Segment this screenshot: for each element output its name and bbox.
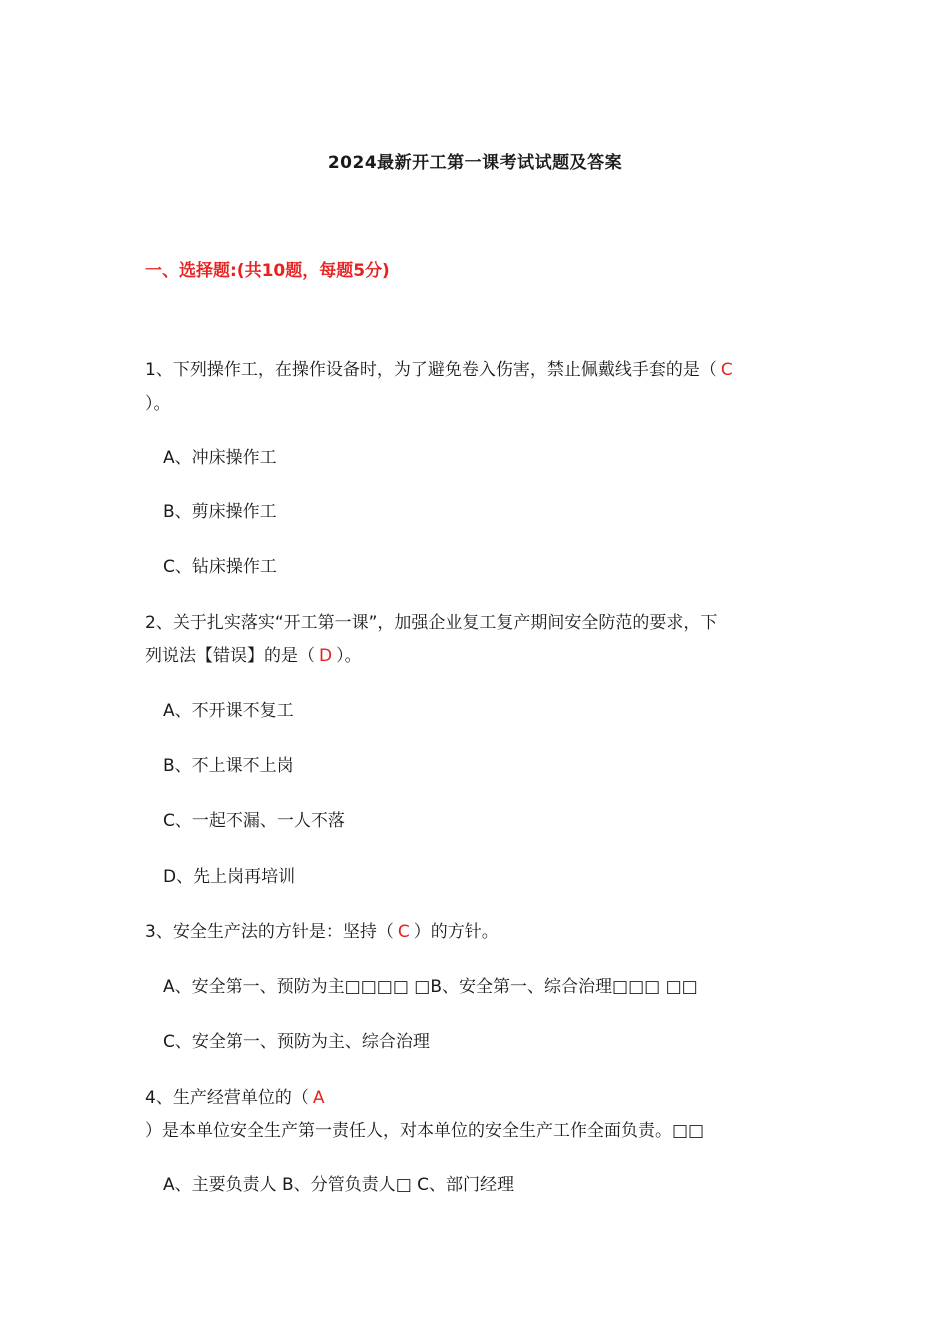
question-2-stem bbox=[145, 645, 362, 667]
question-4-stem-line2: ）是本单位安全生产第一责任人，对本单位的安全生产工作全面负责。□□ bbox=[145, 1121, 705, 1141]
question-3-text: 3、安全生产法的方针是：坚持（ bbox=[145, 922, 394, 942]
question-4-options: A、主要负责人 B、分管负责人□ C、部门经理 bbox=[163, 1175, 515, 1195]
question-4-answer: A bbox=[312, 1088, 325, 1108]
question-1-stem-end: ）。 bbox=[145, 394, 171, 414]
question-3-stem bbox=[145, 921, 499, 943]
question-2-text-end: ）。 bbox=[336, 646, 362, 666]
question-4-text: 4、生产经营单位的（ bbox=[145, 1088, 309, 1108]
question-1-text: 1、下列操作工，在操作设备时，为了避免卷入伤害，禁止佩戴线手套的是（ bbox=[145, 360, 717, 380]
question-2-option-c: C、一起不漏、一人不落 bbox=[163, 811, 345, 831]
document-title: 2024最新开工第一课考试试题及答案 bbox=[327, 153, 623, 173]
question-2-option-b: B、不上课不上岗 bbox=[163, 756, 294, 776]
question-1-option-b: B、剪床操作工 bbox=[163, 502, 277, 522]
question-3-answer: C bbox=[397, 922, 410, 942]
question-3-option-ab: A、安全第一、预防为主□□□□ □B、安全第一、综合治理□□□ □□ bbox=[163, 977, 698, 997]
question-2-option-d: D、先上岗再培训 bbox=[163, 867, 296, 887]
question-2-answer: D bbox=[319, 646, 333, 666]
question-1-answer: C bbox=[720, 360, 733, 380]
question-2-option-a: A、不开课不复工 bbox=[163, 701, 294, 721]
question-2-text: 列说法【错误】的是（ bbox=[145, 646, 315, 666]
question-1-stem bbox=[145, 359, 737, 381]
question-4-stem bbox=[145, 1087, 328, 1109]
question-3-option-c: C、安全第一、预防为主、综合治理 bbox=[163, 1032, 430, 1052]
question-3-text-end: ）的方针。 bbox=[413, 922, 499, 942]
section-heading: 一、选择题:(共10题，每题5分) bbox=[145, 261, 390, 281]
question-1-option-c: C、钻床操作工 bbox=[163, 557, 277, 577]
question-1-option-a: A、冲床操作工 bbox=[163, 448, 277, 468]
question-2-stem-line1: 2、关于扎实落实“开工第一课”，加强企业复工复产期间安全防范的要求，下 bbox=[145, 613, 718, 633]
